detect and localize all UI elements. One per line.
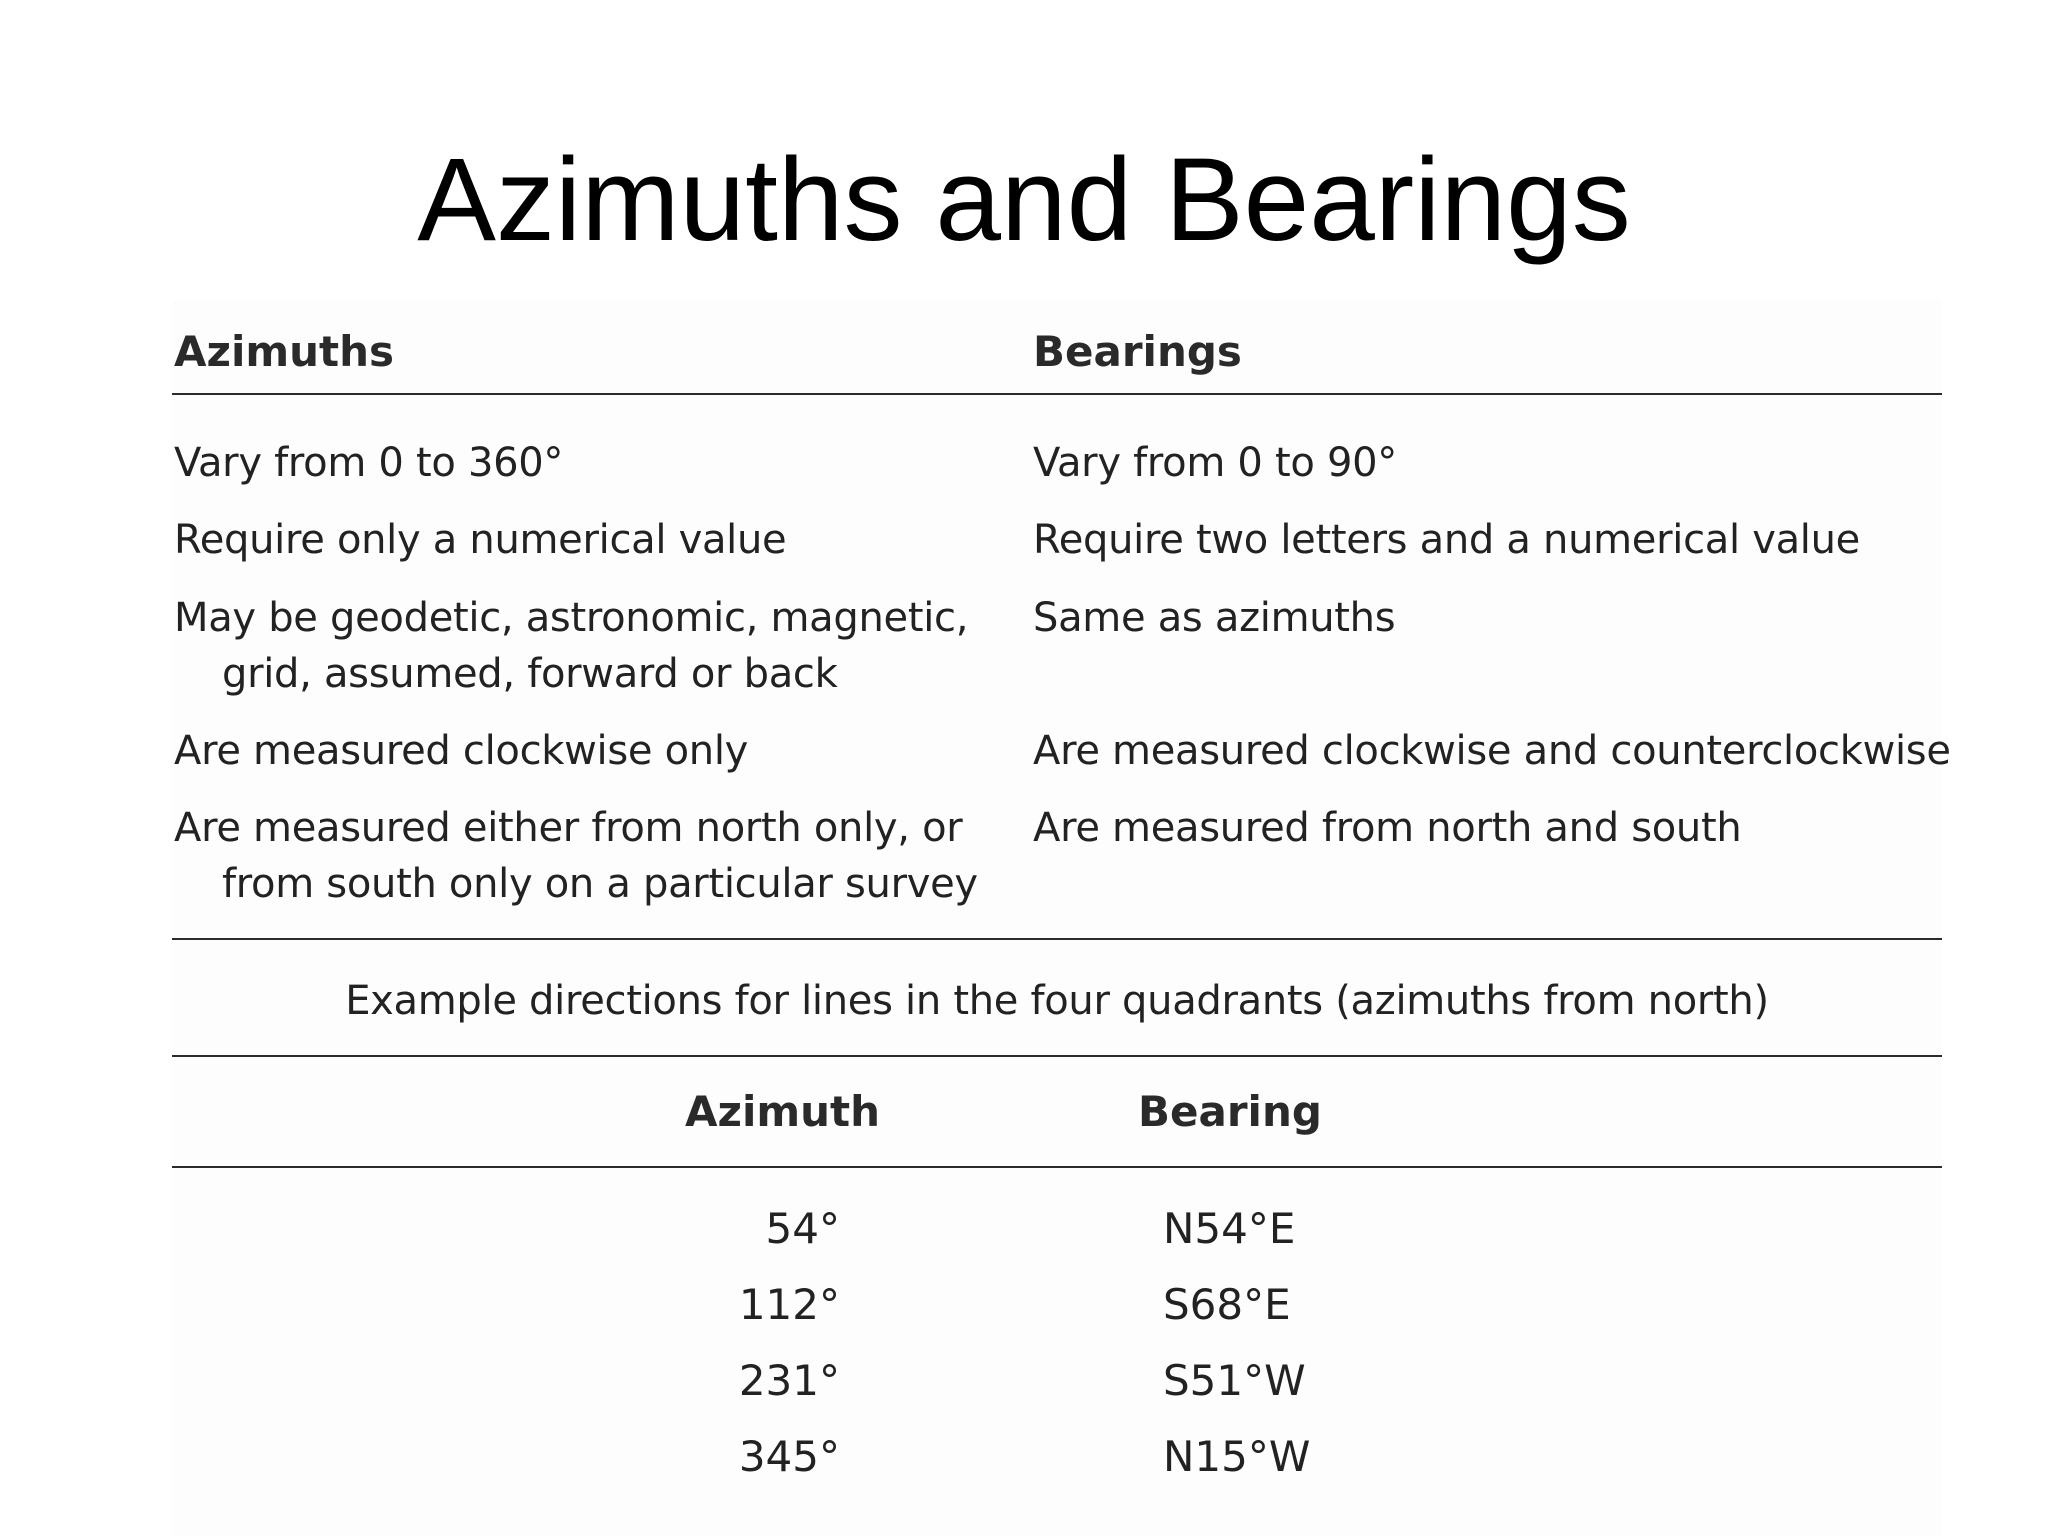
header-bearing: Bearing xyxy=(1138,1087,1322,1136)
header-bearings: Bearings xyxy=(1033,327,1242,376)
example-azimuth-3: 231° xyxy=(738,1356,840,1405)
slide-title: Azimuths and Bearings xyxy=(417,134,1631,266)
azimuths-row-5 xyxy=(174,800,978,912)
example-bearing-1: N54°E xyxy=(1163,1204,1296,1253)
bearings-row-5-line-1: Are measured from north and south xyxy=(1033,805,1742,851)
azimuths-row-1 xyxy=(174,435,563,491)
bearings-row-2-line-1: Require two letters and a numerical value xyxy=(1033,517,1860,563)
caption-rule xyxy=(172,1055,1942,1057)
comparison-bottom-rule xyxy=(172,938,1942,940)
header-azimuth: Azimuth xyxy=(685,1087,880,1136)
bearings-row-4 xyxy=(1033,723,1951,779)
azimuths-row-1-line-1: Vary from 0 to 360° xyxy=(174,440,564,486)
example-azimuth-4: 345° xyxy=(738,1432,840,1481)
example-azimuth-1: 54° xyxy=(765,1204,840,1253)
bearings-row-1 xyxy=(1033,435,1397,491)
bearings-row-1-line-1: Vary from 0 to 90° xyxy=(1033,440,1397,486)
example-azimuth-2: 112° xyxy=(738,1280,840,1329)
examples-header-rule xyxy=(172,1166,1942,1168)
bearings-row-5 xyxy=(1033,800,1741,856)
bearings-row-4-line-1: Are measured clockwise and counterclockwise xyxy=(1033,728,1951,774)
examples-caption: Example directions for lines in the four quadrants (azimuths from north) xyxy=(345,978,1769,1024)
azimuths-row-2-line-1: Require only a numerical value xyxy=(174,517,787,563)
bearings-row-3 xyxy=(1033,590,1395,646)
azimuths-row-5-line-1: Are measured either from north only, or xyxy=(174,805,963,851)
azimuths-row-3 xyxy=(174,590,968,702)
azimuths-row-4 xyxy=(174,723,748,779)
header-rule xyxy=(172,393,1942,395)
bearings-row-2 xyxy=(1033,512,1860,568)
example-bearing-2: S68°E xyxy=(1163,1280,1291,1329)
azimuths-row-3-line-1: May be geodetic, astronomic, magnetic, xyxy=(174,595,969,641)
azimuths-row-4-line-1: Are measured clockwise only xyxy=(174,728,749,774)
example-bearing-3: S51°W xyxy=(1163,1356,1306,1405)
bearings-row-3-line-1: Same as azimuths xyxy=(1033,595,1396,641)
header-azimuths: Azimuths xyxy=(174,327,394,376)
azimuths-row-3-line-2: grid, assumed, forward or back xyxy=(222,651,838,697)
azimuths-row-2 xyxy=(174,512,786,568)
example-bearing-4: N15°W xyxy=(1163,1432,1311,1481)
azimuths-row-5-line-2: from south only on a particular survey xyxy=(222,861,978,907)
